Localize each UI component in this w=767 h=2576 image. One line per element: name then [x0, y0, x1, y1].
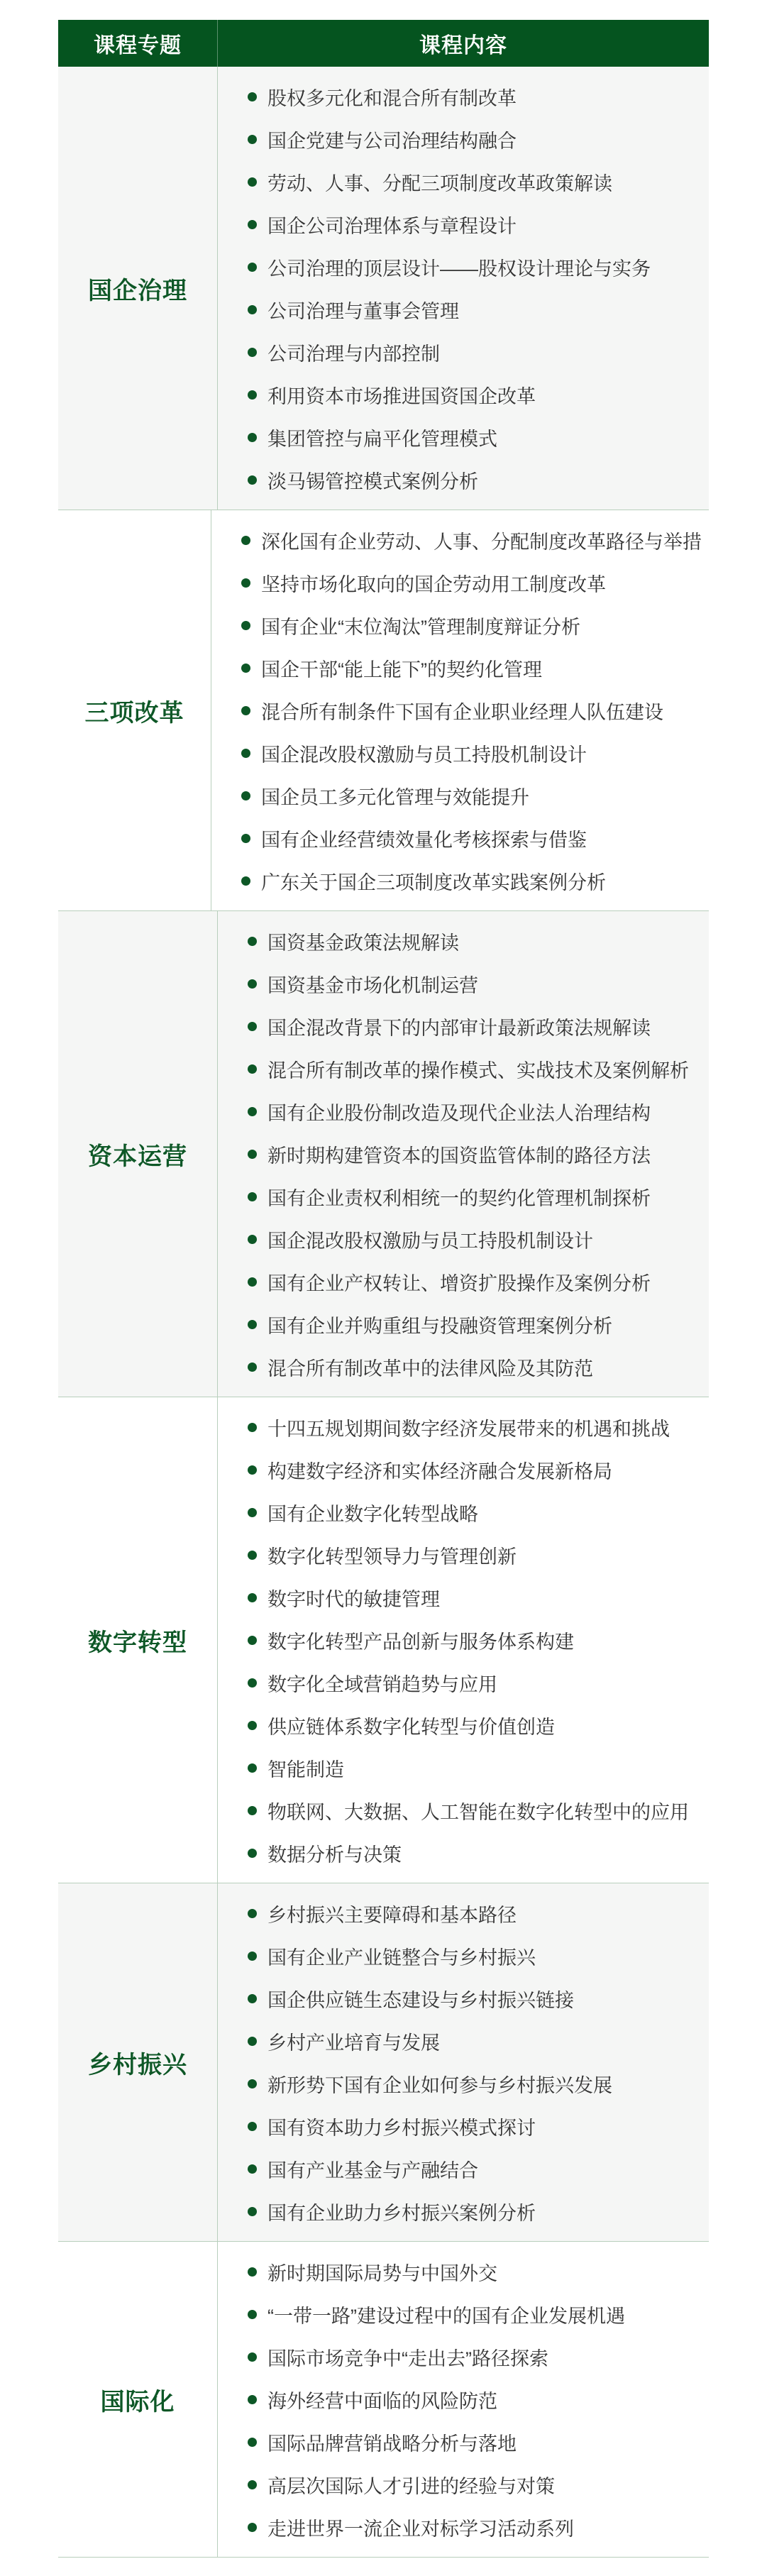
course-item: [248, 1090, 702, 1133]
bullet-icon: [248, 475, 257, 485]
bullet-icon: [241, 664, 250, 673]
course-item-label: 国有企业股份制改造及现代企业法人治理结构: [267, 1102, 651, 1124]
table-row: [58, 67, 709, 510]
course-item: [248, 1661, 702, 1704]
bullet-icon: [248, 937, 257, 946]
course-item: [248, 1832, 702, 1874]
topic-label: 数字转型: [88, 1629, 187, 1656]
course-item-list: [218, 1397, 709, 1883]
course-item: [248, 458, 702, 501]
course-item: [248, 2506, 702, 2548]
course-item-label: 劳动、人事、分配三项制度改革政策解读: [267, 172, 612, 194]
bullet-icon: [248, 1551, 257, 1560]
course-item: [248, 331, 702, 373]
course-item: [248, 1892, 702, 1934]
course-item-label: 数字化转型产品创新与服务体系构建: [267, 1631, 574, 1653]
course-item: [248, 1303, 702, 1345]
course-item: [248, 2020, 702, 2062]
course-item: [248, 2147, 702, 2190]
course-item-label: 国有资本助力乡村振兴模式探讨: [267, 2117, 536, 2139]
course-item: [248, 962, 702, 1005]
topic-label: 三项改革: [84, 699, 184, 727]
course-item: [241, 646, 702, 689]
bullet-icon: [241, 791, 250, 800]
course-item-label: 广东关于国企三项制度改革实践案例分析: [261, 871, 606, 893]
course-item-label: 国有企业产权转让、增资扩股操作及案例分析: [267, 1272, 651, 1294]
course-item: [248, 2250, 702, 2293]
bullet-icon: [248, 2037, 257, 2046]
bullet-icon: [248, 2523, 257, 2532]
course-item-label: 国资基金政策法规解读: [267, 932, 459, 954]
course-item: [248, 2105, 702, 2147]
bullet-icon: [248, 2164, 257, 2174]
course-item-label: 国企混改股权激励与员工持股机制设计: [261, 744, 587, 766]
course-item-label: 物联网、大数据、人工智能在数字化转型中的应用: [267, 1801, 689, 1823]
course-item-label: 高层次国际人才引进的经验与对策: [267, 2475, 555, 2497]
course-item-label: 新时期构建管资本的国资监管体制的路径方法: [267, 1145, 651, 1167]
course-item: [248, 2335, 702, 2378]
course-item-label: 国有企业“末位淘汰”管理制度辩证分析: [261, 616, 580, 638]
course-item-label: 混合所有制改革中的法律风险及其防范: [267, 1358, 593, 1380]
course-item-label: 国有企业助力乡村振兴案例分析: [267, 2202, 536, 2224]
table-row: [58, 1883, 709, 2241]
course-item-list: [218, 911, 709, 1397]
course-item: [248, 1534, 702, 1576]
course-item: [248, 1005, 702, 1047]
bullet-icon: [248, 305, 257, 314]
bullet-icon: [248, 1763, 257, 1773]
course-item-list: [211, 510, 709, 910]
course-item: [241, 561, 702, 604]
bullet-icon: [241, 749, 250, 758]
bullet-icon: [248, 1022, 257, 1031]
topic-label: 资本运营: [88, 1143, 187, 1170]
course-item: [248, 1934, 702, 1977]
course-item-label: 国际市场竞争中“走出去”路径探索: [267, 2347, 548, 2369]
topic-label: 国际化: [100, 2388, 175, 2416]
course-item-label: 公司治理与董事会管理: [267, 300, 459, 322]
course-table: [58, 20, 709, 2558]
bullet-icon: [248, 1423, 257, 1432]
course-item-label: 海外经营中面临的风险防范: [267, 2390, 497, 2412]
bullet-icon: [248, 2267, 257, 2277]
bullet-icon: [248, 1107, 257, 1116]
bullet-icon: [241, 578, 250, 588]
bullet-icon: [248, 433, 257, 442]
bullet-icon: [248, 2122, 257, 2131]
course-item-label: 国企混改背景下的内部审计最新政策法规解读: [267, 1017, 651, 1039]
bullet-icon: [248, 1952, 257, 1961]
course-item-label: 国资基金市场化机制运营: [267, 974, 478, 996]
course-item-label: 乡村产业培育与发展: [267, 2032, 440, 2054]
topic-cell: [58, 911, 218, 1397]
bullet-icon: [248, 1150, 257, 1159]
course-item-label: 国有企业责权利相统一的契约化管理机制探析: [267, 1187, 651, 1209]
course-item-label: 国有企业经营绩效量化考核探索与借鉴: [261, 829, 587, 851]
bullet-icon: [248, 2352, 257, 2362]
course-item-label: 国有企业并购重组与投融资管理案例分析: [267, 1315, 612, 1337]
course-item-label: 混合所有制改革的操作模式、实战技术及案例解析: [267, 1059, 689, 1081]
course-item: [248, 2293, 702, 2335]
topic-label: 国企治理: [88, 277, 187, 304]
course-item-label: “一带一路”建设过程中的国有企业发展机遇: [267, 2305, 625, 2327]
bullet-icon: [241, 834, 250, 843]
course-item: [248, 1218, 702, 1260]
bullet-icon: [248, 390, 257, 400]
topic-cell: [58, 67, 218, 510]
bullet-icon: [248, 1508, 257, 1517]
course-item-label: 国有企业产业链整合与乡村振兴: [267, 1947, 536, 1969]
course-item: [248, 2378, 702, 2421]
course-item-label: 国企混改股权激励与员工持股机制设计: [267, 1230, 593, 1252]
course-item: [241, 604, 702, 646]
course-item: [248, 1406, 702, 1448]
course-item-label: 坚持市场化取向的国企劳动用工制度改革: [261, 573, 606, 595]
content-cell: [211, 510, 709, 910]
course-item: [241, 859, 702, 902]
course-item: [248, 1619, 702, 1661]
course-item: [248, 1789, 702, 1832]
bullet-icon: [248, 1636, 257, 1645]
course-item: [248, 1491, 702, 1534]
course-item: [241, 774, 702, 817]
course-item-label: 深化国有企业劳动、人事、分配制度改革路径与举措: [261, 531, 702, 553]
bullet-icon: [248, 1721, 257, 1730]
course-item: [248, 1260, 702, 1303]
course-item-label: 数字时代的敏捷管理: [267, 1588, 440, 1610]
course-item: [248, 75, 702, 118]
course-item-label: 国企党建与公司治理结构融合: [267, 130, 517, 152]
bullet-icon: [248, 1277, 257, 1287]
bullet-icon: [248, 1909, 257, 1918]
course-item-label: 国企公司治理体系与章程设计: [267, 215, 517, 237]
course-item-label: 国际品牌营销战略分析与落地: [267, 2433, 517, 2455]
table-body: [58, 67, 709, 2557]
table-row: [58, 2241, 709, 2557]
course-item-label: 公司治理与内部控制: [267, 343, 440, 365]
course-item-label: 国企干部“能上能下”的契约化管理: [261, 659, 542, 681]
course-item-label: 新形势下国有企业如何参与乡村振兴发展: [267, 2074, 612, 2096]
topic-cell: [58, 2242, 218, 2557]
bullet-icon: [248, 979, 257, 989]
course-item: [248, 416, 702, 458]
bullet-icon: [248, 2079, 257, 2088]
content-cell: [218, 911, 709, 1397]
header-topic-cell: 课程专题: [58, 20, 218, 67]
content-cell: [218, 67, 709, 510]
course-item-label: 淡马锡管控模式案例分析: [267, 470, 478, 492]
course-item: [248, 1576, 702, 1619]
bullet-icon: [248, 2395, 257, 2404]
course-item-label: 国企供应链生态建设与乡村振兴链接: [267, 1989, 574, 2011]
bullet-icon: [248, 1235, 257, 1244]
course-item: [248, 2190, 702, 2233]
course-item: [248, 2062, 702, 2105]
bullet-icon: [241, 876, 250, 886]
course-item: [248, 160, 702, 203]
bullet-icon: [248, 1465, 257, 1475]
bullet-icon: [248, 2207, 257, 2216]
course-item: [248, 1345, 702, 1388]
bullet-icon: [248, 92, 257, 101]
course-item-label: 走进世界一流企业对标学习活动系列: [267, 2518, 574, 2540]
bullet-icon: [241, 621, 250, 630]
bullet-icon: [248, 1064, 257, 1074]
bullet-icon: [248, 1994, 257, 2003]
table-row: [58, 1397, 709, 1883]
bullet-icon: [248, 1192, 257, 1201]
course-item: [248, 288, 702, 331]
topic-cell: [58, 510, 211, 910]
course-item-label: 利用资本市场推进国资国企改革: [267, 385, 536, 407]
table-row: [58, 510, 709, 910]
course-item-label: 数字化全域营销趋势与应用: [267, 1673, 497, 1695]
bullet-icon: [241, 706, 250, 715]
course-item-label: 供应链体系数字化转型与价值创造: [267, 1716, 555, 1738]
course-item-label: 集团管控与扁平化管理模式: [267, 428, 497, 450]
bullet-icon: [248, 220, 257, 229]
course-item: [248, 246, 702, 288]
bullet-icon: [248, 1849, 257, 1858]
course-item: [241, 689, 702, 732]
content-cell: [218, 2242, 709, 2557]
bullet-icon: [248, 1593, 257, 1602]
bullet-icon: [248, 2310, 257, 2319]
course-item: [248, 118, 702, 160]
course-item-label: 乡村振兴主要障碍和基本路径: [267, 1904, 517, 1926]
course-item: [248, 1133, 702, 1175]
bullet-icon: [241, 536, 250, 545]
content-cell: [218, 1883, 709, 2241]
course-item-list: [218, 67, 709, 510]
course-item: [241, 732, 702, 774]
course-item: [248, 2421, 702, 2463]
course-item: [248, 920, 702, 962]
course-item: [241, 519, 702, 561]
course-item: [248, 373, 702, 416]
course-item-list: [218, 1883, 709, 2241]
course-item: [241, 817, 702, 859]
course-item-label: 十四五规划期间数字经济发展带来的机遇和挑战: [267, 1418, 670, 1440]
bullet-icon: [248, 263, 257, 272]
course-item: [248, 1746, 702, 1789]
course-item-label: 国有产业基金与产融结合: [267, 2159, 478, 2181]
bullet-icon: [248, 1320, 257, 1329]
course-item-label: 国有企业数字化转型战略: [267, 1503, 478, 1525]
topic-cell: [58, 1397, 218, 1883]
course-item: [248, 2463, 702, 2506]
topic-cell: [58, 1883, 218, 2241]
course-item-label: 新时期国际局势与中国外交: [267, 2262, 497, 2284]
course-item: [248, 1047, 702, 1090]
course-item-label: 股权多元化和混合所有制改革: [267, 87, 517, 109]
bullet-icon: [248, 135, 257, 144]
course-item: [248, 203, 702, 246]
table-row: [58, 910, 709, 1397]
course-item-label: 智能制造: [267, 1758, 344, 1780]
course-item: [248, 1704, 702, 1746]
bullet-icon: [248, 2438, 257, 2447]
course-item: [248, 1977, 702, 2020]
course-item-label: 公司治理的顶层设计——股权设计理论与实务: [267, 258, 651, 280]
course-item: [248, 1175, 702, 1218]
bullet-icon: [248, 348, 257, 357]
bullet-icon: [248, 1678, 257, 1688]
bullet-icon: [248, 1806, 257, 1815]
course-item-label: 数字化转型领导力与管理创新: [267, 1546, 517, 1568]
topic-label: 乡村振兴: [88, 2051, 187, 2079]
bullet-icon: [248, 2480, 257, 2489]
table-header-row: [58, 20, 709, 67]
bullet-icon: [248, 177, 257, 187]
header-content-cell: 课程内容: [419, 34, 507, 57]
course-item-label: 国企员工多元化管理与效能提升: [261, 786, 529, 808]
bullet-icon: [248, 1363, 257, 1372]
course-item-label: 混合所有制条件下国有企业职业经理人队伍建设: [261, 701, 663, 723]
content-cell: [218, 1397, 709, 1883]
course-item-label: 构建数字经济和实体经济融合发展新格局: [267, 1460, 612, 1482]
course-item-list: [218, 2242, 709, 2557]
course-item-label: 数据分析与决策: [267, 1844, 402, 1866]
course-item: [248, 1448, 702, 1491]
